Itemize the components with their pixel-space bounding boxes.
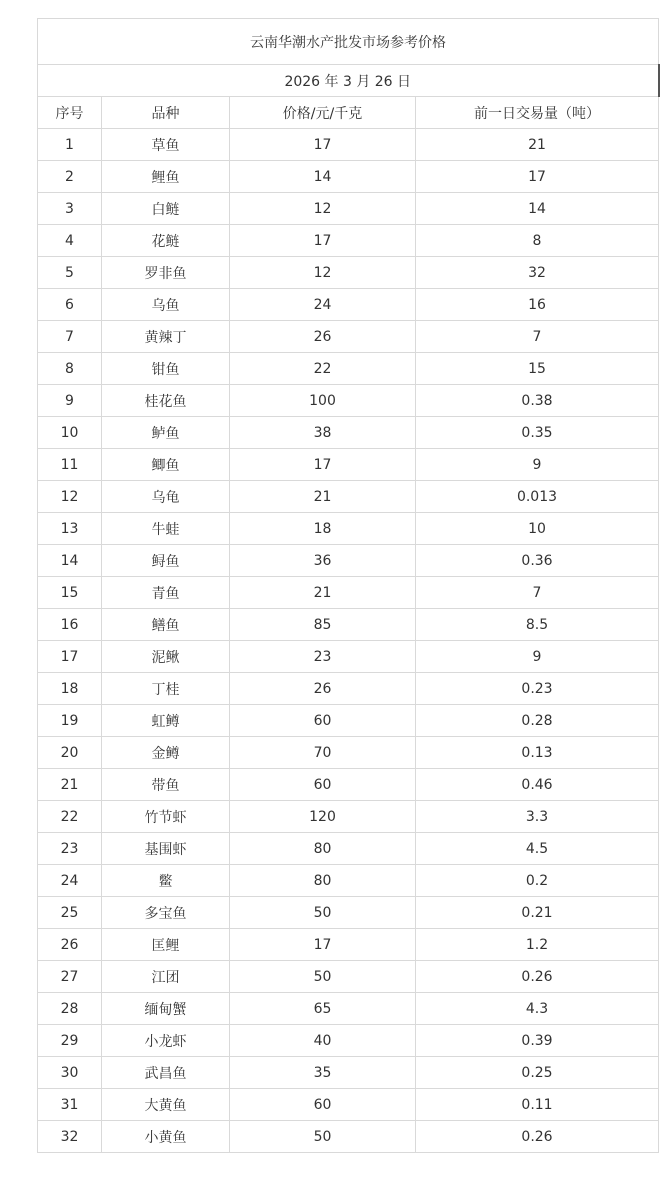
variety-name: 带鱼 (102, 769, 230, 801)
row-index: 5 (38, 257, 102, 289)
row-index: 31 (38, 1089, 102, 1121)
volume-value: 0.28 (416, 705, 659, 737)
variety-name: 牛蛙 (102, 513, 230, 545)
price-value: 70 (230, 737, 416, 769)
variety-name: 虹鳟 (102, 705, 230, 737)
table-row (38, 385, 659, 417)
price-value: 18 (230, 513, 416, 545)
table-row (38, 993, 659, 1025)
volume-value: 0.013 (416, 481, 659, 513)
price-value: 22 (230, 353, 416, 385)
row-index: 24 (38, 865, 102, 897)
variety-name: 武昌鱼 (102, 1057, 230, 1089)
row-index: 25 (38, 897, 102, 929)
variety-name: 鳖 (102, 865, 230, 897)
price-value: 38 (230, 417, 416, 449)
price-value: 35 (230, 1057, 416, 1089)
volume-value: 0.26 (416, 1121, 659, 1153)
variety-name: 鲤鱼 (102, 161, 230, 193)
table-row (38, 513, 659, 545)
table-row (38, 481, 659, 513)
header-row (38, 97, 659, 129)
column-header-index: 序号 (38, 97, 102, 129)
variety-name: 竹节虾 (102, 801, 230, 833)
table-row (38, 449, 659, 481)
table-row (38, 609, 659, 641)
row-index: 14 (38, 545, 102, 577)
price-value: 23 (230, 641, 416, 673)
volume-value: 0.23 (416, 673, 659, 705)
table-row (38, 289, 659, 321)
price-value: 50 (230, 1121, 416, 1153)
table-row (38, 417, 659, 449)
variety-name: 桂花鱼 (102, 385, 230, 417)
row-index: 12 (38, 481, 102, 513)
price-value: 12 (230, 193, 416, 225)
price-value: 60 (230, 769, 416, 801)
date-row (38, 65, 659, 97)
price-value: 21 (230, 481, 416, 513)
variety-name: 泥鳅 (102, 641, 230, 673)
column-header-variety: 品种 (102, 97, 230, 129)
price-value: 14 (230, 161, 416, 193)
variety-name: 江团 (102, 961, 230, 993)
table-row (38, 897, 659, 929)
price-table (37, 18, 660, 1153)
volume-value: 4.5 (416, 833, 659, 865)
volume-value: 21 (416, 129, 659, 161)
volume-value: 8.5 (416, 609, 659, 641)
row-index: 13 (38, 513, 102, 545)
row-index: 11 (38, 449, 102, 481)
price-value: 60 (230, 705, 416, 737)
volume-value: 8 (416, 225, 659, 257)
price-value: 80 (230, 865, 416, 897)
table-row (38, 193, 659, 225)
volume-value: 0.25 (416, 1057, 659, 1089)
title-row (38, 19, 659, 65)
table-row (38, 673, 659, 705)
table-row (38, 833, 659, 865)
volume-value: 0.2 (416, 865, 659, 897)
variety-name: 金鳟 (102, 737, 230, 769)
variety-name: 小黄鱼 (102, 1121, 230, 1153)
table-row (38, 705, 659, 737)
price-value: 100 (230, 385, 416, 417)
variety-name: 白鲢 (102, 193, 230, 225)
variety-name: 罗非鱼 (102, 257, 230, 289)
row-index: 17 (38, 641, 102, 673)
variety-name: 青鱼 (102, 577, 230, 609)
variety-name: 鳝鱼 (102, 609, 230, 641)
volume-value: 14 (416, 193, 659, 225)
table-date: 2026 年 3 月 26 日 (38, 65, 659, 97)
variety-name: 大黄鱼 (102, 1089, 230, 1121)
price-value: 50 (230, 897, 416, 929)
table-row (38, 1057, 659, 1089)
variety-name: 草鱼 (102, 129, 230, 161)
volume-value: 0.21 (416, 897, 659, 929)
volume-value: 32 (416, 257, 659, 289)
table-row (38, 577, 659, 609)
volume-value: 17 (416, 161, 659, 193)
price-value: 26 (230, 321, 416, 353)
volume-value: 0.46 (416, 769, 659, 801)
column-header-volume: 前一日交易量（吨） (416, 97, 659, 129)
variety-name: 丁桂 (102, 673, 230, 705)
table-row (38, 1025, 659, 1057)
table-title: 云南华潮水产批发市场参考价格 (38, 19, 659, 65)
row-index: 22 (38, 801, 102, 833)
price-value: 17 (230, 129, 416, 161)
price-value: 24 (230, 289, 416, 321)
volume-value: 4.3 (416, 993, 659, 1025)
row-index: 3 (38, 193, 102, 225)
row-index: 26 (38, 929, 102, 961)
price-value: 120 (230, 801, 416, 833)
table-row (38, 961, 659, 993)
price-value: 12 (230, 257, 416, 289)
volume-value: 10 (416, 513, 659, 545)
table-row (38, 769, 659, 801)
row-index: 32 (38, 1121, 102, 1153)
volume-value: 3.3 (416, 801, 659, 833)
row-index: 21 (38, 769, 102, 801)
table-row (38, 801, 659, 833)
row-index: 16 (38, 609, 102, 641)
volume-value: 0.35 (416, 417, 659, 449)
volume-value: 7 (416, 577, 659, 609)
table-row (38, 129, 659, 161)
row-index: 19 (38, 705, 102, 737)
row-index: 9 (38, 385, 102, 417)
volume-value: 0.36 (416, 545, 659, 577)
volume-value: 16 (416, 289, 659, 321)
variety-name: 多宝鱼 (102, 897, 230, 929)
table-row (38, 257, 659, 289)
row-index: 7 (38, 321, 102, 353)
table-row (38, 737, 659, 769)
table-row (38, 865, 659, 897)
column-header-price: 价格/元/千克 (230, 97, 416, 129)
volume-value: 7 (416, 321, 659, 353)
price-value: 50 (230, 961, 416, 993)
variety-name: 缅甸蟹 (102, 993, 230, 1025)
variety-name: 钳鱼 (102, 353, 230, 385)
table-row (38, 321, 659, 353)
volume-value: 0.39 (416, 1025, 659, 1057)
price-value: 17 (230, 929, 416, 961)
row-index: 18 (38, 673, 102, 705)
table-row (38, 225, 659, 257)
table-row (38, 1089, 659, 1121)
table-row (38, 545, 659, 577)
volume-value: 0.26 (416, 961, 659, 993)
table-row (38, 641, 659, 673)
volume-value: 9 (416, 449, 659, 481)
price-value: 17 (230, 225, 416, 257)
row-index: 1 (38, 129, 102, 161)
price-value: 36 (230, 545, 416, 577)
variety-name: 基围虾 (102, 833, 230, 865)
variety-name: 鲫鱼 (102, 449, 230, 481)
row-index: 23 (38, 833, 102, 865)
price-value: 65 (230, 993, 416, 1025)
row-index: 6 (38, 289, 102, 321)
row-index: 29 (38, 1025, 102, 1057)
variety-name: 黄辣丁 (102, 321, 230, 353)
price-value: 85 (230, 609, 416, 641)
price-value: 17 (230, 449, 416, 481)
volume-value: 0.13 (416, 737, 659, 769)
row-index: 27 (38, 961, 102, 993)
row-index: 15 (38, 577, 102, 609)
price-value: 40 (230, 1025, 416, 1057)
row-index: 4 (38, 225, 102, 257)
table-row (38, 353, 659, 385)
table-row (38, 161, 659, 193)
price-value: 80 (230, 833, 416, 865)
row-index: 30 (38, 1057, 102, 1089)
variety-name: 乌鱼 (102, 289, 230, 321)
price-value: 21 (230, 577, 416, 609)
variety-name: 鲈鱼 (102, 417, 230, 449)
row-index: 28 (38, 993, 102, 1025)
volume-value: 0.38 (416, 385, 659, 417)
volume-value: 0.11 (416, 1089, 659, 1121)
volume-value: 1.2 (416, 929, 659, 961)
row-index: 10 (38, 417, 102, 449)
table-row (38, 1121, 659, 1153)
variety-name: 乌龟 (102, 481, 230, 513)
volume-value: 15 (416, 353, 659, 385)
price-value: 60 (230, 1089, 416, 1121)
price-value: 26 (230, 673, 416, 705)
variety-name: 鲟鱼 (102, 545, 230, 577)
row-index: 8 (38, 353, 102, 385)
row-index: 2 (38, 161, 102, 193)
row-index: 20 (38, 737, 102, 769)
variety-name: 匡鲤 (102, 929, 230, 961)
table-row (38, 929, 659, 961)
volume-value: 9 (416, 641, 659, 673)
variety-name: 花鲢 (102, 225, 230, 257)
variety-name: 小龙虾 (102, 1025, 230, 1057)
price-sheet (37, 18, 658, 1153)
